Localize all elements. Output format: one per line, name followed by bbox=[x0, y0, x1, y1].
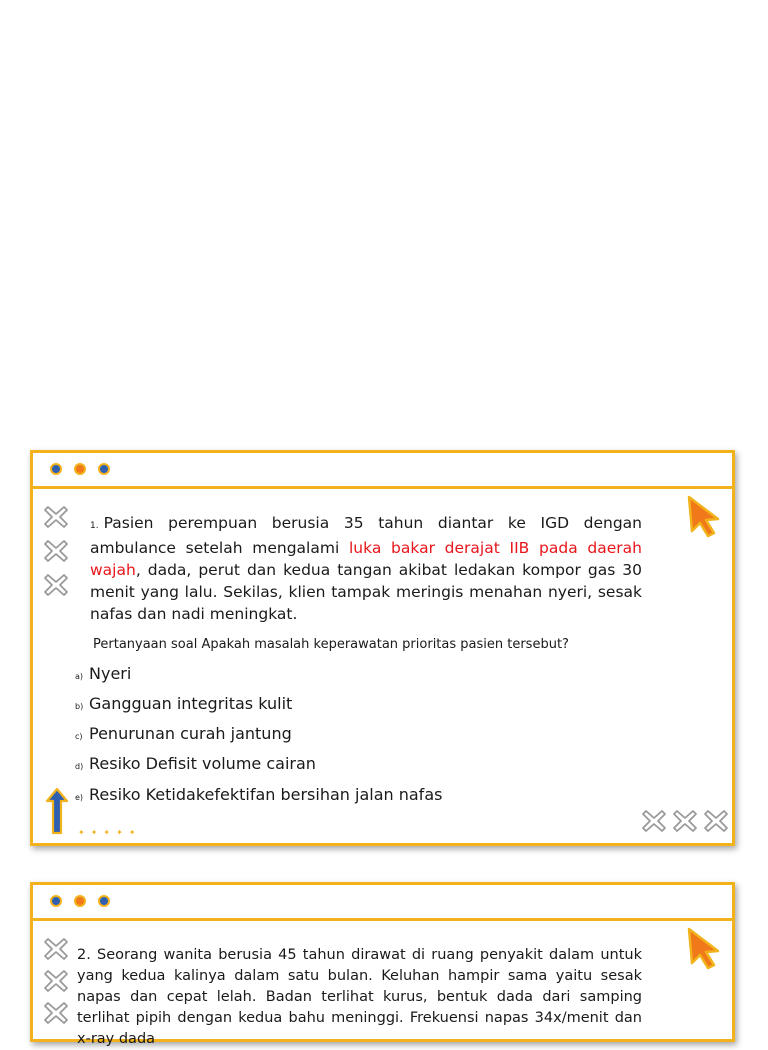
option-b[interactable] bbox=[75, 694, 292, 713]
up-arrow-icon bbox=[44, 787, 70, 835]
option-a[interactable] bbox=[75, 664, 131, 683]
option-letter: e) bbox=[75, 793, 84, 802]
option-text: Gangguan integritas kulit bbox=[89, 694, 293, 713]
cross-icon bbox=[43, 969, 69, 993]
option-letter: d) bbox=[75, 762, 84, 771]
blue-dot-icon bbox=[50, 895, 62, 907]
cross-icon bbox=[43, 573, 69, 597]
option-d[interactable] bbox=[75, 754, 316, 773]
option-letter: b) bbox=[75, 702, 84, 711]
question-card-2 bbox=[30, 882, 735, 1047]
orange-dot-icon bbox=[74, 895, 86, 907]
cross-icon bbox=[43, 539, 69, 563]
question-text-part: , dada, perut dan kedua tangan akibat ledakan kompor gas 30 menit yang lalu. Sekilas, klien tampak meringis menahan nyeri, sesak nafas dan nadi meningkat. bbox=[90, 561, 642, 623]
option-text: Nyeri bbox=[89, 664, 132, 683]
cursor-arrow-icon bbox=[686, 927, 722, 971]
decorative-stars: ✦✦✦✦✦ bbox=[78, 828, 142, 837]
cursor-arrow-icon bbox=[686, 495, 722, 539]
question-text: 2. Seorang wanita berusia 45 tahun dirawat di ruang penyakit dalam untuk yang kedua kalinya dalam satu bulan. Keluhan hampir sama yaitu sesak napas dan cepat lelah. Badan terlihat kurus, bentuk dada dari samping terlihat pipih dengan kedua bahu meninggi. Frekuensi napas 34x/menit dan x-ray dada bbox=[77, 947, 642, 1047]
question-highlight: luka bakar derajat IIB pada daerah wajah bbox=[90, 539, 642, 579]
blue-dot-icon bbox=[50, 463, 62, 475]
cross-icon bbox=[672, 809, 698, 833]
option-text: Resiko Ketidakefektifan bersihan jalan nafas bbox=[89, 785, 443, 804]
question-text-part: Pasien perempuan berusia 35 tahun diantar ke IGD dengan ambulance setelah mengalami bbox=[90, 514, 642, 557]
question-number: 1. bbox=[90, 521, 99, 531]
blue-dot-icon bbox=[98, 895, 110, 907]
option-text: Penurunan curah jantung bbox=[89, 724, 292, 743]
option-letter: a) bbox=[75, 672, 84, 681]
card-titlebar bbox=[33, 885, 732, 921]
option-text: Resiko Defisit volume cairan bbox=[89, 754, 316, 773]
cross-icon bbox=[641, 809, 667, 833]
option-letter: c) bbox=[75, 732, 83, 741]
orange-dot-icon bbox=[74, 463, 86, 475]
cross-icon bbox=[703, 809, 729, 833]
cross-icon bbox=[43, 505, 69, 529]
option-c[interactable] bbox=[75, 724, 292, 743]
blue-dot-icon bbox=[98, 463, 110, 475]
option-e[interactable] bbox=[75, 785, 442, 804]
cross-icon bbox=[43, 1001, 69, 1025]
cross-icon bbox=[43, 937, 69, 961]
card-titlebar bbox=[33, 453, 732, 489]
subquestion-text: Pertanyaan soal Apakah masalah keperawatan prioritas pasien tersebut? bbox=[93, 637, 569, 652]
question-card-1 bbox=[30, 450, 735, 846]
question-text bbox=[90, 512, 642, 625]
